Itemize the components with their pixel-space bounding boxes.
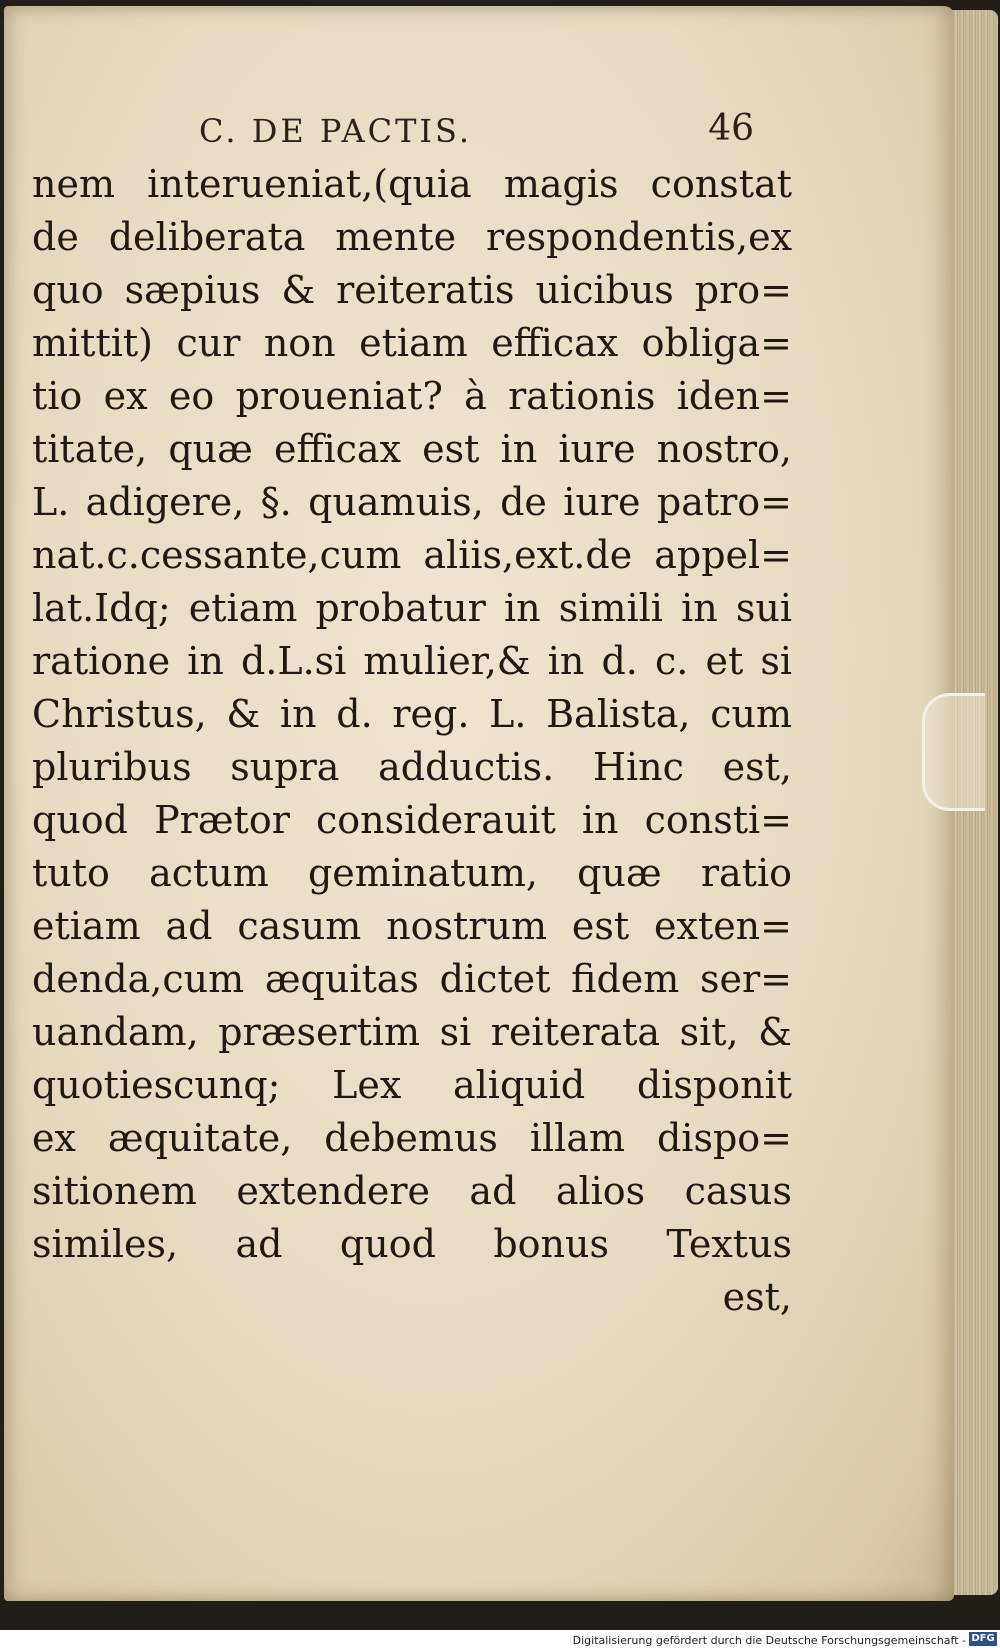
text-line: quod Prætor considerauit in consti= [32, 798, 792, 842]
text-line: quotiescunq; Lex aliquid disponit [32, 1063, 792, 1107]
text-line: denda,cum æquitas dictet fidem ser= [32, 957, 792, 1001]
text-line: ex æquitate, debemus illam dispo= [32, 1116, 792, 1160]
page-tab-marker [922, 693, 985, 811]
text-line: Christus, & in d. reg. L. Balista, cum [32, 692, 792, 736]
text-line: similes, ad quod bonus Textus [32, 1222, 792, 1266]
book-page [4, 6, 954, 1601]
digitization-credit: Digitalisierung gefördert durch die Deutsche Forschungsgemeinschaft - [572, 1634, 966, 1647]
text-line: quo sæpius & reiteratis uicibus pro= [32, 268, 792, 312]
page-number: 46 [708, 108, 754, 149]
text-line: nat.c.cessante,cum aliis,ext.de appel= [32, 533, 792, 577]
text-line: de deliberata mente respondentis,ex [32, 215, 792, 259]
text-line: ratione in d.L.si mulier,& in d. c. et si [32, 639, 792, 683]
text-line: etiam ad casum nostrum est exten= [32, 904, 792, 948]
text-line: nem interueniat,(quia magis constat [32, 162, 792, 206]
text-line: uandam, præsertim si reiterata sit, & [32, 1010, 792, 1054]
text-line: pluribus supra adductis. Hinc est, [32, 745, 792, 789]
catchword: est, [722, 1275, 792, 1319]
text-line: mittit) cur non etiam efficax obliga= [32, 321, 792, 365]
text-line: sitionem extendere ad alios casus [32, 1169, 792, 1213]
text-line: titate, quæ efficax est in iure nostro, [32, 427, 792, 471]
text-line: tio ex eo proueniat? à rationis iden= [32, 374, 792, 418]
page-header [199, 108, 754, 156]
text-line: L. adigere, §. quamuis, de iure patro= [32, 480, 792, 524]
text-line: tuto actum geminatum, quæ ratio [32, 851, 792, 895]
text-line: lat.Idq; etiam probatur in simili in sui [32, 586, 792, 630]
running-head: C. DE PACTIS. [199, 112, 472, 150]
dfg-logo: DFG [969, 1632, 997, 1646]
footer-bar [0, 1630, 1000, 1648]
body-text [32, 158, 792, 1324]
